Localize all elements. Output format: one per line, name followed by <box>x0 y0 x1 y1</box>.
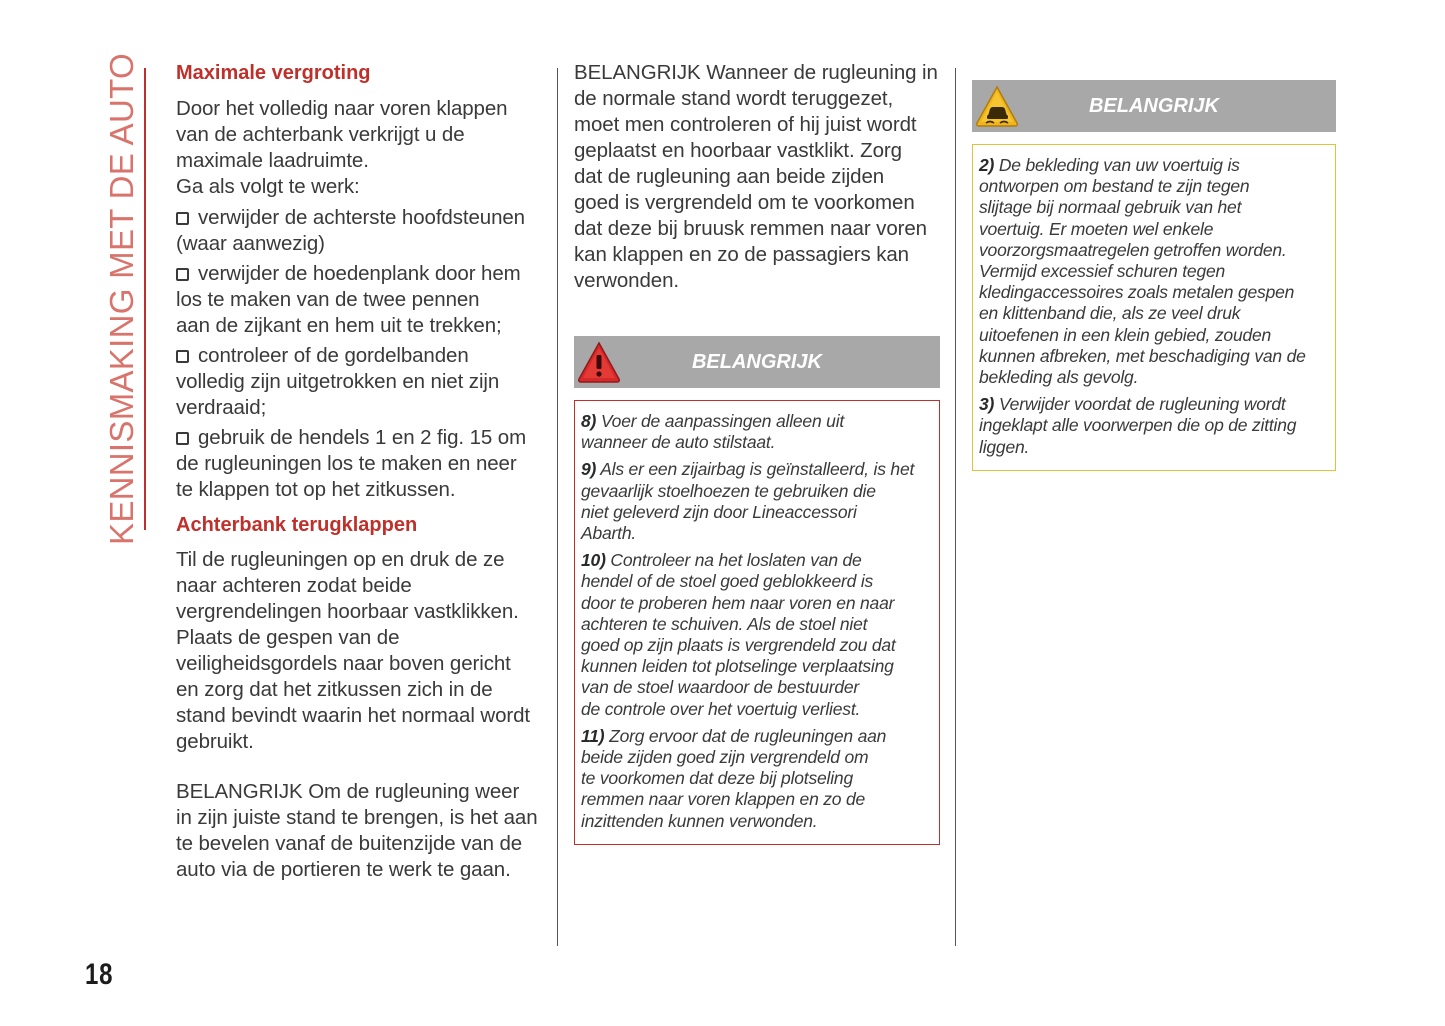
side-section-title: KENNISMAKING MET DE AUTO <box>103 53 140 545</box>
text-line: Plaats de gespen van de <box>176 626 400 649</box>
bullet-item <box>176 425 548 503</box>
text-line: Zorg ervoor dat de rugleuningen aan <box>609 725 887 746</box>
paragraph-belangrijk-note <box>176 779 548 883</box>
column-1 <box>176 60 548 883</box>
text-line: gevaarlijk stoelhoezen te gebruiken die <box>581 480 876 501</box>
text-line: verwonden. <box>574 269 679 292</box>
text-line: verwijder de achterste hoofdsteunen <box>198 206 525 229</box>
note-9 <box>581 459 933 544</box>
text-line: kan klappen en zo de passagiers kan <box>574 243 909 266</box>
text-line: controleer of de gordelbanden <box>198 344 469 367</box>
side-divider <box>144 68 146 530</box>
text-line: bekleding als gevolg. <box>979 367 1139 388</box>
text-line: Als er een zijairbag is geïnstalleerd, is het <box>600 459 915 480</box>
text-line: door te proberen hem naar voren en naar <box>581 592 895 613</box>
note-2 <box>979 155 1329 388</box>
text-line: BELANGRIJK Wanneer de rugleuning in <box>574 61 938 84</box>
text-line: te voorkomen dat deze bij plotseling <box>581 768 853 789</box>
text-line: uitoefenen in een klein gebied, zouden <box>979 324 1272 345</box>
text-line: kunnen afbreken, met beschadiging van de <box>979 345 1306 366</box>
checkbox-bullet-icon <box>176 212 189 225</box>
warning-title: BELANGRIJK <box>691 351 822 373</box>
text-line: (waar aanwezig) <box>176 232 325 255</box>
note-3 <box>979 394 1329 458</box>
text-line: stand bevindt waarin het normaal wordt <box>176 704 531 727</box>
text-line: volledig zijn uitgetrokken en niet zijn <box>176 370 500 393</box>
text-line: BELANGRIJK Om de rugleuning weer <box>176 780 520 803</box>
text-line: aan de zijkant en hem uit te trekken; <box>176 314 502 337</box>
bullet-item <box>176 205 548 257</box>
checkbox-bullet-icon <box>176 432 189 445</box>
text-line: voorzorgsmaatregelen getroffen worden. <box>979 239 1287 260</box>
text-line: moet men controleren of hij juist wordt <box>574 113 917 136</box>
note-number: 10) <box>581 550 606 571</box>
text-line: dat deze bij bruusk remmen naar voren <box>574 217 927 240</box>
text-line: van de stoel waardoor de bestuurder <box>581 677 860 698</box>
note-10 <box>581 550 933 720</box>
text-line: te bevelen vanaf de buitenzijde van de <box>176 832 523 855</box>
text-line: Controleer na het loslaten van de <box>610 550 862 571</box>
text-line: gebruik de hendels 1 en 2 fig. 15 om <box>198 426 527 449</box>
text-line: De bekleding van uw voertuig is <box>998 155 1240 175</box>
text-line: de normale stand wordt teruggezet, <box>574 87 894 110</box>
text-line: achteren te schuiven. Als de stoel niet <box>581 613 868 634</box>
text-line: auto via de portieren te werk te gaan. <box>176 858 511 881</box>
text-line: Ga als volgt te werk: <box>176 175 360 198</box>
text-line: in zijn juiste stand te brengen, is het aan <box>176 806 538 829</box>
warning-notes-box <box>574 400 940 845</box>
text-line: hendel of de stoel goed geblokkeerd is <box>581 571 874 592</box>
note-number: 3) <box>979 394 995 415</box>
text-line: Verwijder voordat de rugleuning wordt <box>998 394 1286 415</box>
intro-paragraph <box>176 96 548 200</box>
text-line: goed is vergrendeld om te voorkomen <box>574 191 915 214</box>
bullet-item <box>176 343 548 421</box>
text-line: kunnen leiden tot plotselinge verplaatsing <box>581 656 894 677</box>
text-line: slijtage bij normaal gebruik van het <box>979 197 1242 218</box>
text-line: vergrendelingen hoorbaar vastklikken. <box>176 600 519 623</box>
text-line: geplaatst en hoorbaar vastklikt. Zorg <box>574 139 902 162</box>
note-11 <box>581 726 933 832</box>
bullet-item <box>176 261 548 339</box>
text-line: Vermijd excessief schuren tegen <box>979 261 1226 282</box>
text-line: Til de rugleuningen op en druk de ze <box>176 548 505 571</box>
note-8 <box>581 411 933 453</box>
warning-section-red <box>574 336 940 845</box>
text-line: niet geleverd zijn door Lineaccessori <box>581 501 857 522</box>
text-line: verwijder de hoedenplank door hem <box>198 262 521 285</box>
column-2 <box>574 60 940 845</box>
text-line: wanneer de auto stilstaat. <box>581 432 776 453</box>
text-line: veiligheidsgordels naar boven gericht <box>176 652 511 675</box>
text-line: inzittenden kunnen verwonden. <box>581 810 818 831</box>
note-number: 9) <box>581 459 597 480</box>
text-line: de rugleuningen los te maken en neer <box>176 452 517 475</box>
text-line: Door het volledig naar voren klappen <box>176 97 508 120</box>
text-line: liggen. <box>979 436 1030 457</box>
text-line: remmen naar voren klappen en zo de <box>581 789 866 810</box>
warning-title: BELANGRIJK <box>1088 95 1219 117</box>
warning-section-yellow <box>972 80 1336 471</box>
page-number: 18 <box>85 958 114 991</box>
warning-header <box>972 80 1336 132</box>
text-line: ontworpen om bestand te zijn tegen <box>979 176 1250 197</box>
column-divider-2 <box>955 68 956 946</box>
text-line: ingeklapt alle voorwerpen die op de zitting <box>979 415 1297 436</box>
text-line: de controle over het voertuig verliest. <box>581 698 861 719</box>
text-line: verdraaid; <box>176 396 267 419</box>
text-line: naar achteren zodat beide <box>176 574 412 597</box>
paragraph-terugklappen <box>176 547 548 755</box>
warning-header <box>574 336 940 388</box>
heading-maximale-vergroting: Maximale vergroting <box>176 62 371 84</box>
text-line: en klittenband die, als ze veel druk <box>979 303 1241 324</box>
text-line: dat de rugleuning aan beide zijden <box>574 165 885 188</box>
caution-notes-box <box>972 144 1336 471</box>
text-line: maximale laadruimte. <box>176 149 369 172</box>
text-line: kledingaccessoires zoals metalen gespen <box>979 282 1295 303</box>
text-line: los te maken van de twee pennen <box>176 288 480 311</box>
column-3 <box>972 80 1336 471</box>
text-line: goed op zijn plaats is vergrendeld zou dat <box>581 635 896 656</box>
text-line: gebruikt. <box>176 730 254 753</box>
text-line: te klappen tot op het zitkussen. <box>176 478 456 501</box>
note-number: 8) <box>581 411 597 431</box>
checkbox-bullet-icon <box>176 268 189 281</box>
text-line: beide zijden goed zijn vergrendeld om <box>581 747 869 768</box>
heading-achterbank-terugklappen: Achterbank terugklappen <box>176 514 418 536</box>
paragraph-rugleuning <box>574 60 940 294</box>
text-line: Voer de aanpassingen alleen uit <box>600 411 845 431</box>
text-line: en zorg dat het zitkussen zich in de <box>176 678 493 701</box>
note-number: 11) <box>581 725 605 746</box>
column-divider-1 <box>557 68 558 946</box>
text-line: van de achterbank verkrijgt u de <box>176 123 465 146</box>
text-line: Abarth. <box>581 523 637 544</box>
checkbox-bullet-icon <box>176 350 189 363</box>
text-line: voertuig. Er moeten wel enkele <box>979 218 1214 239</box>
note-number: 2) <box>979 155 995 175</box>
